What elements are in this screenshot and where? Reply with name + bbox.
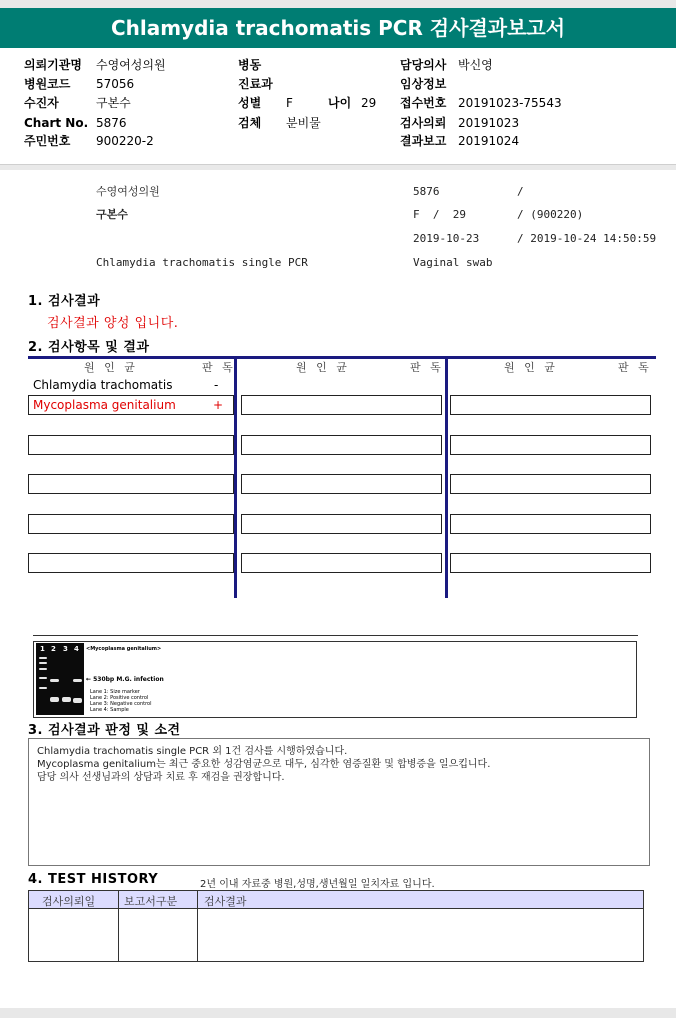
- section2-title: 2. 검사항목 및 결과: [28, 340, 150, 355]
- label-specimen: 검체: [238, 116, 262, 130]
- report-title: Chlamydia trachomatis PCR 검사결과보고서: [0, 8, 676, 48]
- value-institution: 수영여성의원: [96, 58, 166, 72]
- opinion-line: 담당 의사 선생님과의 상담과 치료 후 재검을 권장합니다.: [37, 772, 285, 783]
- gel-legend-item: Lane 2: Positive control: [90, 695, 149, 701]
- label-doctor: 담당의사: [400, 58, 447, 72]
- col-header-judge: 판 독: [410, 361, 444, 374]
- history-header-result: 검사결과: [204, 895, 247, 908]
- result-cell: [241, 514, 442, 534]
- gel-legend-item: Lane 1: Size marker: [90, 689, 140, 695]
- gel-band: [50, 697, 59, 702]
- opinion-line: Mycoplasma genitalium는 최근 중요한 성감염균으로 대두, 심각한 염증질환 및 합병증을 일으킵니다.: [37, 759, 491, 770]
- history-header-report-type: 보고서구분: [124, 895, 178, 908]
- gel-band: [39, 677, 47, 679]
- specimen-patient: 구본수: [96, 208, 128, 221]
- label-ward: 병동: [238, 58, 262, 72]
- history-table-header: [29, 891, 643, 909]
- lane-number: 2: [51, 645, 56, 653]
- info-separator: [0, 164, 676, 170]
- specimen-request-date: 2019-10-23: [413, 232, 480, 245]
- label-request-date: 검사의뢰: [400, 116, 447, 130]
- specimen-chart: 5876: [413, 185, 440, 198]
- value-chart-no: 5876: [96, 116, 127, 130]
- result-cell: [28, 474, 234, 494]
- gel-legend-item: Lane 3: Negative control: [90, 701, 152, 707]
- specimen-report-datetime: / 2019-10-24 14:50:59: [517, 232, 657, 245]
- specimen-birth: / (900220): [517, 208, 584, 221]
- result-cell: [450, 514, 651, 534]
- history-header-request-date: 검사의뢰일: [42, 895, 96, 908]
- result-cell: [450, 553, 651, 573]
- section3-title: 3. 검사결과 판정 및 소견: [28, 723, 181, 738]
- result-cell: [28, 435, 234, 455]
- result-cell: [450, 395, 651, 415]
- value-patient: 구본수: [96, 96, 131, 110]
- gel-legend-item: Lane 4: Sample: [90, 707, 129, 713]
- gel-image: [36, 643, 84, 715]
- label-resident-no: 주민번호: [24, 134, 71, 148]
- gel-title: <Mycoplasma genitalium>: [86, 646, 162, 652]
- specimen-institution: 수영여성의원: [96, 185, 160, 198]
- specimen-slash: /: [517, 185, 524, 198]
- lane-number: 4: [74, 645, 79, 653]
- col-header-pathogen: 원 인 균: [84, 361, 138, 374]
- grid-divider: [234, 356, 237, 598]
- pathogen-result: -: [214, 378, 219, 392]
- value-receipt-no: 20191023-75543: [458, 96, 562, 110]
- label-department: 진료과: [238, 77, 273, 91]
- history-col-divider: [118, 890, 119, 962]
- section1-title: 1. 검사결과: [28, 294, 101, 309]
- result-cell: [450, 474, 651, 494]
- value-age: 29: [361, 96, 377, 110]
- gel-marker-label: ← 530bp M.G. infection: [86, 676, 164, 683]
- label-report-date: 결과보고: [400, 134, 447, 148]
- value-report-date: 20191024: [458, 134, 520, 148]
- specimen-type: Vaginal swab: [413, 256, 493, 269]
- result-cell: [241, 395, 442, 415]
- gel-band: [39, 687, 47, 689]
- history-note: 2년 이내 자료중 병원,성명,생년월일 일치자료 입니다.: [200, 879, 435, 890]
- lane-number: 1: [40, 645, 45, 653]
- value-doctor: 박신영: [458, 58, 493, 72]
- gel-band: [62, 697, 71, 702]
- gel-band: [39, 668, 47, 670]
- value-sex: F: [286, 96, 293, 110]
- col-header-judge: 판 독: [202, 361, 236, 374]
- history-col-divider: [197, 890, 198, 962]
- col-header-pathogen: 원 인 균: [296, 361, 350, 374]
- gel-band: [73, 698, 82, 703]
- label-age: 나이: [328, 96, 352, 110]
- result-cell: [28, 553, 234, 573]
- lane-number: 3: [63, 645, 68, 653]
- value-resident-no: 900220-2: [96, 134, 154, 148]
- value-hospital-code: 57056: [96, 77, 135, 91]
- specimen-sex-age: F / 29: [413, 208, 466, 221]
- section4-title: 4. TEST HISTORY: [28, 872, 159, 887]
- gel-band: [39, 657, 47, 659]
- label-chart-no: Chart No.: [24, 116, 89, 130]
- result-message: 검사결과 양성 입니다.: [47, 316, 179, 331]
- pathogen-name: Mycoplasma genitalium: [33, 398, 176, 412]
- result-cell: [241, 474, 442, 494]
- label-institution: 의뢰기관명: [24, 58, 82, 72]
- label-sex: 성별: [238, 96, 262, 110]
- grid-divider: [445, 356, 448, 598]
- top-strip: [0, 0, 676, 8]
- label-hospital-code: 병원코드: [24, 77, 71, 91]
- value-specimen: 분비물: [286, 116, 321, 130]
- result-cell: [450, 435, 651, 455]
- result-cell: [241, 435, 442, 455]
- col-header-pathogen: 원 인 균: [504, 361, 558, 374]
- col-header-judge: 판 독: [618, 361, 652, 374]
- gel-separator: [33, 635, 638, 636]
- label-clinical-info: 임상정보: [400, 77, 447, 91]
- pathogen-result: +: [213, 398, 224, 412]
- pathogen-name: Chlamydia trachomatis: [33, 378, 173, 392]
- result-cell: [28, 514, 234, 534]
- specimen-test-name: Chlamydia trachomatis single PCR: [96, 256, 308, 269]
- bottom-strip: [0, 1008, 676, 1018]
- gel-band: [39, 662, 47, 664]
- value-request-date: 20191023: [458, 116, 520, 130]
- label-receipt-no: 접수번호: [400, 96, 447, 110]
- label-patient: 수진자: [24, 96, 59, 110]
- gel-band: [73, 679, 82, 682]
- gel-band: [50, 679, 59, 682]
- result-cell: [241, 553, 442, 573]
- opinion-line: Chlamydia trachomatis single PCR 외 1건 검사를 시행하였습니다.: [37, 746, 348, 757]
